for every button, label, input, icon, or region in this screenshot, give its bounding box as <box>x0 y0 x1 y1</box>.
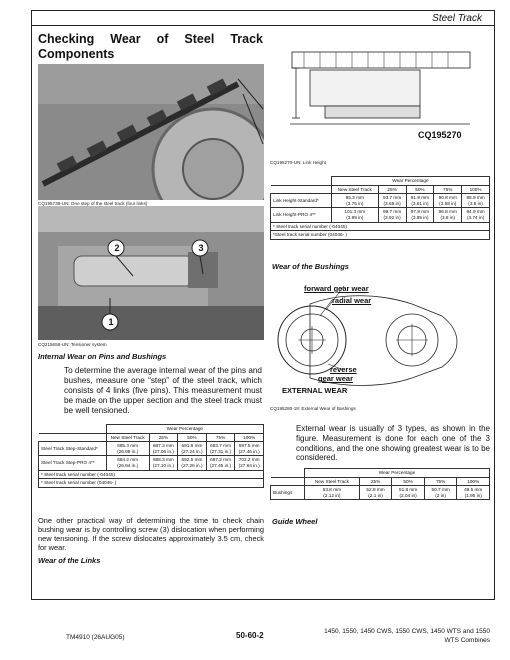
table-row <box>39 442 264 456</box>
table-row <box>271 231 490 240</box>
table-cell: 90.8 mm (3.58 in) <box>434 194 462 208</box>
track-photo-image <box>38 64 264 200</box>
callout-3: 3 <box>198 243 204 253</box>
table-note: * Steel track serial number (-04045) <box>271 222 490 231</box>
forward-wear-label: forward gear wear <box>304 284 369 293</box>
row-label: Bushings <box>271 486 305 500</box>
column-header: 50% <box>178 433 207 442</box>
table-cell: 95.3 mm (3.75 in) <box>331 194 378 208</box>
table-row <box>39 425 264 434</box>
column-header: New Steel Track <box>331 185 378 194</box>
page-header <box>31 10 495 26</box>
column-header: New Steel Track <box>106 433 149 442</box>
track-photo <box>38 64 264 200</box>
reverse-wear-label-2: gear wear <box>318 374 354 383</box>
table-cell: 685.3 mm (26.98 in.) <box>106 442 149 456</box>
table-row <box>271 469 490 478</box>
table-cell: 688.3 mm (27.10 in.) <box>149 456 178 470</box>
external-wear-figure <box>272 282 472 402</box>
track-photo-caption: CQ195739-UN: One step of the steel track (four links) <box>38 201 148 206</box>
step-table <box>38 424 264 488</box>
table-note: * Steel track serial number (-04045) <box>39 470 264 479</box>
external-wear-caption: CQ195280-19: External Wear of Bushings <box>270 406 356 411</box>
external-text: External wear is usually of 3 types, as shown in the figure. Measurement is done for each one of the 3 conditions, and the one showing greatest wear is to be considered. <box>296 424 490 463</box>
footer-models: 1450, 1550, 1450 CWS, 1550 CWS, 1450 WTS and 1550 <box>324 628 490 635</box>
chain-text: One other practical way of determining the time to check chain bushing wear is by controlling screw (3) dislocation when performing new tensioning. If the screw dislocates approximately 3.5 cm, check for wear. <box>38 516 264 552</box>
column-header: 50% <box>406 185 434 194</box>
table-row <box>39 470 264 479</box>
column-header: 75% <box>424 477 457 486</box>
external-wear-title: EXTERNAL WEAR <box>282 386 348 395</box>
column-header: New Steel Track <box>305 477 360 486</box>
footer-manual: TM4910 (26AUG05) <box>66 634 125 641</box>
table-row <box>271 194 490 208</box>
section-title: Checking Wear of Steel Track Components <box>38 32 263 61</box>
links-heading: Wear of the Links <box>38 556 101 565</box>
pins-text: To determine the average internal wear of the pins and bushes, measure one “step” of the steel track, which consists of 4 links (five pins). This measurement must be made on the upper section and the steel track must be well tensioned. <box>64 366 262 415</box>
table-cell: 697.2 mm (27.45 in.) <box>206 456 235 470</box>
tensioner-caption: CQ215658-UN: Tensioner system <box>38 342 107 347</box>
table-row <box>271 208 490 222</box>
footer-models-2: WTS Combines <box>444 637 490 644</box>
table-cell: 52.8 mm (2.1 in) <box>359 486 392 500</box>
table-cell: 53.8 mm (2.12 in) <box>305 486 360 500</box>
table-cell: 97.8 mm (3.85 in) <box>406 208 434 222</box>
table-row <box>39 479 264 488</box>
group-header: Wear Percentage <box>305 469 490 478</box>
table-row <box>271 222 490 231</box>
link-height-label: CQ195270 <box>418 130 462 140</box>
column-header: 25% <box>149 433 178 442</box>
bushings-heading: Wear of the Bushings <box>272 262 349 271</box>
table-cell: 687.3 mm (27.06 in.) <box>149 442 178 456</box>
table-cell: 51.8 mm (2.04 in) <box>392 486 425 500</box>
table-cell: 691.8 mm (27.24 in.) <box>178 442 207 456</box>
table-cell: 693.7 mm (27.31 in.) <box>206 442 235 456</box>
link-height-caption: CQ195270-UN: Link Height <box>270 160 326 165</box>
table-cell: 91.8 mm (3.61 in) <box>406 194 434 208</box>
reverse-wear-label: reverse <box>330 365 357 374</box>
column-header: 25% <box>378 185 406 194</box>
tensioner-photo-image <box>38 206 264 340</box>
link-height-table <box>270 176 490 240</box>
table-cell: 684.2 mm (26.94 in.) <box>106 456 149 470</box>
bushings-table <box>270 468 490 500</box>
table-cell: 49.5 mm (1.95 in) <box>457 486 490 500</box>
table-cell: 101.3 mm (3.99 in) <box>331 208 378 222</box>
column-header: 100% <box>235 433 264 442</box>
row-label: Steel Track Step-Standard* <box>39 442 107 456</box>
table-row <box>271 477 490 486</box>
table-cell: 702.2 mm (27.64 in.) <box>235 456 264 470</box>
group-header: Wear Percentage <box>331 177 489 186</box>
table-cell: 99.7 mm (3.92 in) <box>378 208 406 222</box>
column-header: 100% <box>457 477 490 486</box>
guide-wheel-heading: Guide Wheel <box>272 517 318 526</box>
external-wear-drawing <box>272 282 472 402</box>
table-cell: 50.7 mm (2 in) <box>424 486 457 500</box>
table-row <box>39 433 264 442</box>
column-header: 25% <box>359 477 392 486</box>
table-cell: 96.8 mm (3.8 in) <box>434 208 462 222</box>
table-row <box>271 185 490 194</box>
pins-heading: Internal Wear on Pins and Bushings <box>38 352 167 361</box>
table-cell: 697.5 mm (27.46 in.) <box>235 442 264 456</box>
table-cell: 692.5 mm (27.26 in.) <box>178 456 207 470</box>
table-row <box>39 456 264 470</box>
table-note: *Steel track serial number (04046- ) <box>271 231 490 240</box>
header-title: Steel Track <box>432 13 482 24</box>
column-header: 100% <box>462 185 490 194</box>
table-note: * Steel track serial number (04046- ) <box>39 479 264 488</box>
column-header: 50% <box>392 477 425 486</box>
row-label: Link Height-Standard* <box>271 194 332 208</box>
table-cell: 94.9 mm (3.74 in) <box>462 208 490 222</box>
footer-page: 50-60-2 <box>236 631 264 640</box>
column-header: 75% <box>206 433 235 442</box>
row-label: Link Height-PRO 4** <box>271 208 332 222</box>
callout-1: 1 <box>108 317 114 327</box>
column-header: 75% <box>434 185 462 194</box>
group-header: Wear Percentage <box>106 425 263 434</box>
table-row <box>271 486 490 500</box>
row-label: Steel Track Step-PRO 4** <box>39 456 107 470</box>
callout-2: 2 <box>114 243 120 253</box>
table-row <box>271 177 490 186</box>
tensioner-photo <box>38 206 264 340</box>
table-cell: 93.7 mm (3.69 in) <box>378 194 406 208</box>
radial-wear-label: radial wear <box>332 296 372 305</box>
table-cell: 88.9 mm (3.5 in) <box>462 194 490 208</box>
